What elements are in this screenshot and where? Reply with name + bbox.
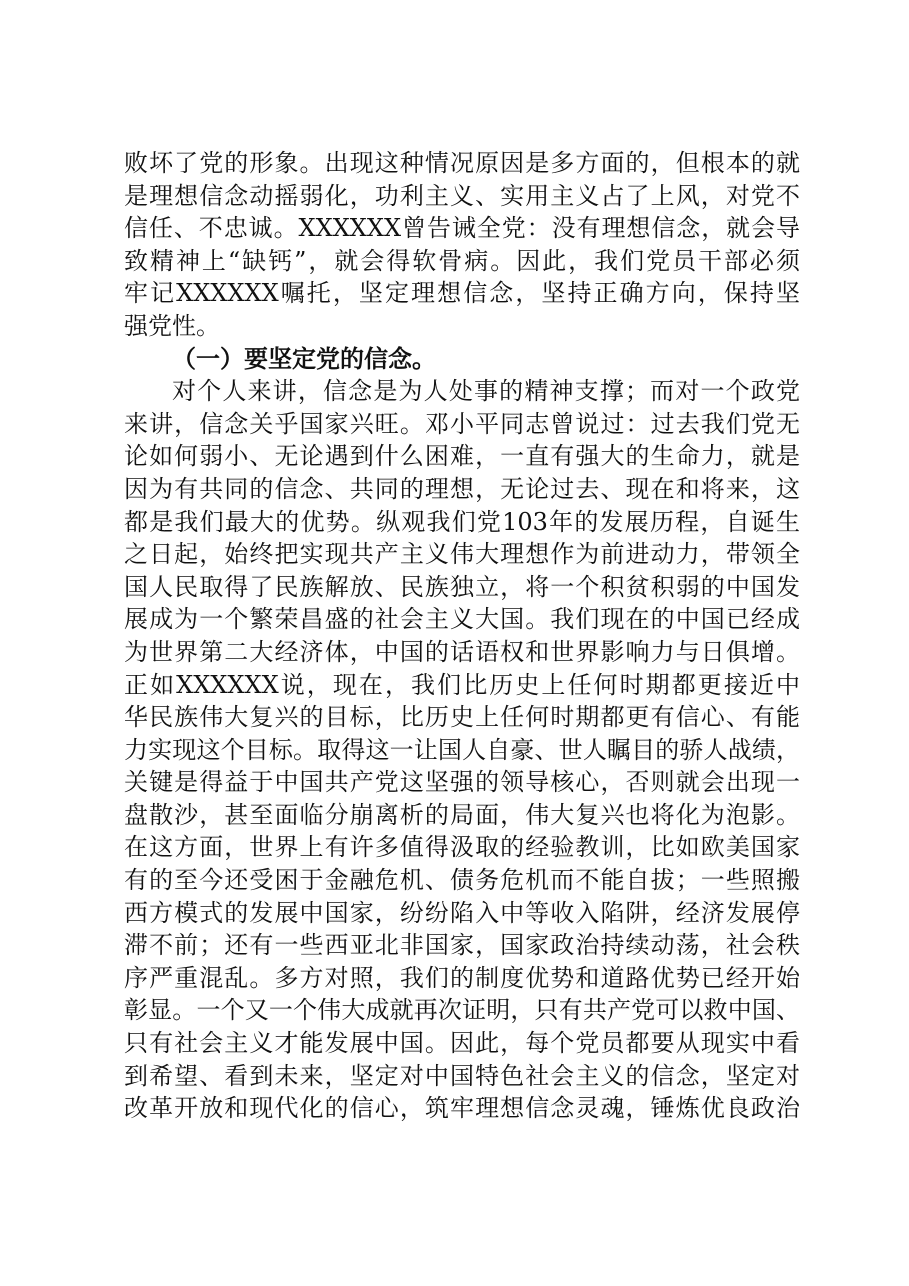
paragraph-line: 只有社会主义才能发展中国。因此，每个党员都要从现实中看 — [124, 1029, 800, 1058]
paragraph-line: 西方模式的发展中国家，纷纷陷入中等收入陷阱，经济发展停 — [124, 898, 800, 927]
paragraph-line: 来讲，信念关乎国家兴旺。邓小平同志曾说过：过去我们党无 — [124, 409, 800, 438]
paragraph-line: 国人民取得了民族解放、民族独立，将一个积贫积弱的中国发 — [124, 572, 800, 601]
paragraph-line: 滞不前；还有一些西亚北非国家，国家政治持续动荡，社会秩 — [124, 931, 800, 960]
paragraph-line: 有的至今还受困于金融危机、债务危机而不能自拔；一些照搬 — [124, 866, 800, 895]
paragraph-line: 为世界第二大经济体，中国的话语权和世界影响力与日俱增。 — [124, 637, 800, 666]
paragraph-line: 力实现这个目标。取得这一让国人自豪、世人瞩目的骄人战绩， — [124, 735, 800, 764]
paragraph-line: 对个人来讲，信念是为人处事的精神支撑；而对一个政党 — [172, 377, 800, 406]
paragraph-line: 盘散沙，甚至面临分崩离析的局面，伟大复兴也将化为泡影。 — [124, 800, 800, 829]
paragraph-line: 败坏了党的形象。出现这种情况原因是多方面的，但根本的就 — [124, 149, 800, 177]
paragraph-line: 彰显。一个又一个伟大成就再次证明，只有共产党可以救中国、 — [124, 996, 800, 1025]
paragraph-line: 正如XXXXXX说，现在，我们比历史上任何时期都更接近中 — [124, 670, 800, 699]
paragraph-line: 到希望、看到未来，坚定对中国特色社会主义的信念，坚定对 — [124, 1061, 800, 1090]
section-heading: （一）要坚定党的信念。 — [172, 343, 436, 373]
paragraph-line: 强党性。 — [124, 311, 220, 340]
paragraph-line: 因为有共同的信念、共同的理想，无论过去、现在和将来，这 — [124, 474, 800, 503]
paragraph-line: 都是我们最大的优势。纵观我们党103年的发展历程，自诞生 — [124, 507, 800, 536]
paragraph-line: 展成为一个繁荣昌盛的社会主义大国。我们现在的中国已经成 — [124, 605, 800, 634]
paragraph-line: 序严重混乱。多方对照，我们的制度优势和道路优势已经开始 — [124, 963, 800, 992]
paragraph-line: 牢记XXXXXX嘱托，坚定理想信念，坚持正确方向，保持坚 — [124, 279, 800, 308]
paragraph-line: 在这方面，世界上有许多值得汲取的经验教训，比如欧美国家 — [124, 833, 800, 862]
document-body — [124, 147, 800, 1125]
paragraph-line: 论如何弱小、无论遇到什么困难，一直有强大的生命力，就是 — [124, 442, 800, 471]
paragraph-line: 改革开放和现代化的信心，筑牢理想信念灵魂，锤炼优良政治 — [124, 1094, 800, 1123]
paragraph-line: 关键是得益于中国共产党这坚强的领导核心，否则就会出现一 — [124, 768, 800, 797]
paragraph-1 — [124, 147, 800, 343]
paragraph-line: 华民族伟大复兴的目标，比历史上任何时期都更有信心、有能 — [124, 703, 800, 732]
paragraph-line: 致精神上“缺钙”，就会得软骨病。因此，我们党员干部必须 — [124, 246, 800, 275]
paragraph-line: 信任、不忠诚。XXXXXX曾告诫全党：没有理想信念，就会导 — [124, 214, 800, 243]
paragraph-line: 之日起，始终把实现共产主义伟大理想作为前进动力，带领全 — [124, 540, 800, 569]
paragraph-2 — [124, 375, 800, 1125]
paragraph-line: 是理想信念动摇弱化，功利主义、实用主义占了上风，对党不 — [124, 181, 800, 210]
